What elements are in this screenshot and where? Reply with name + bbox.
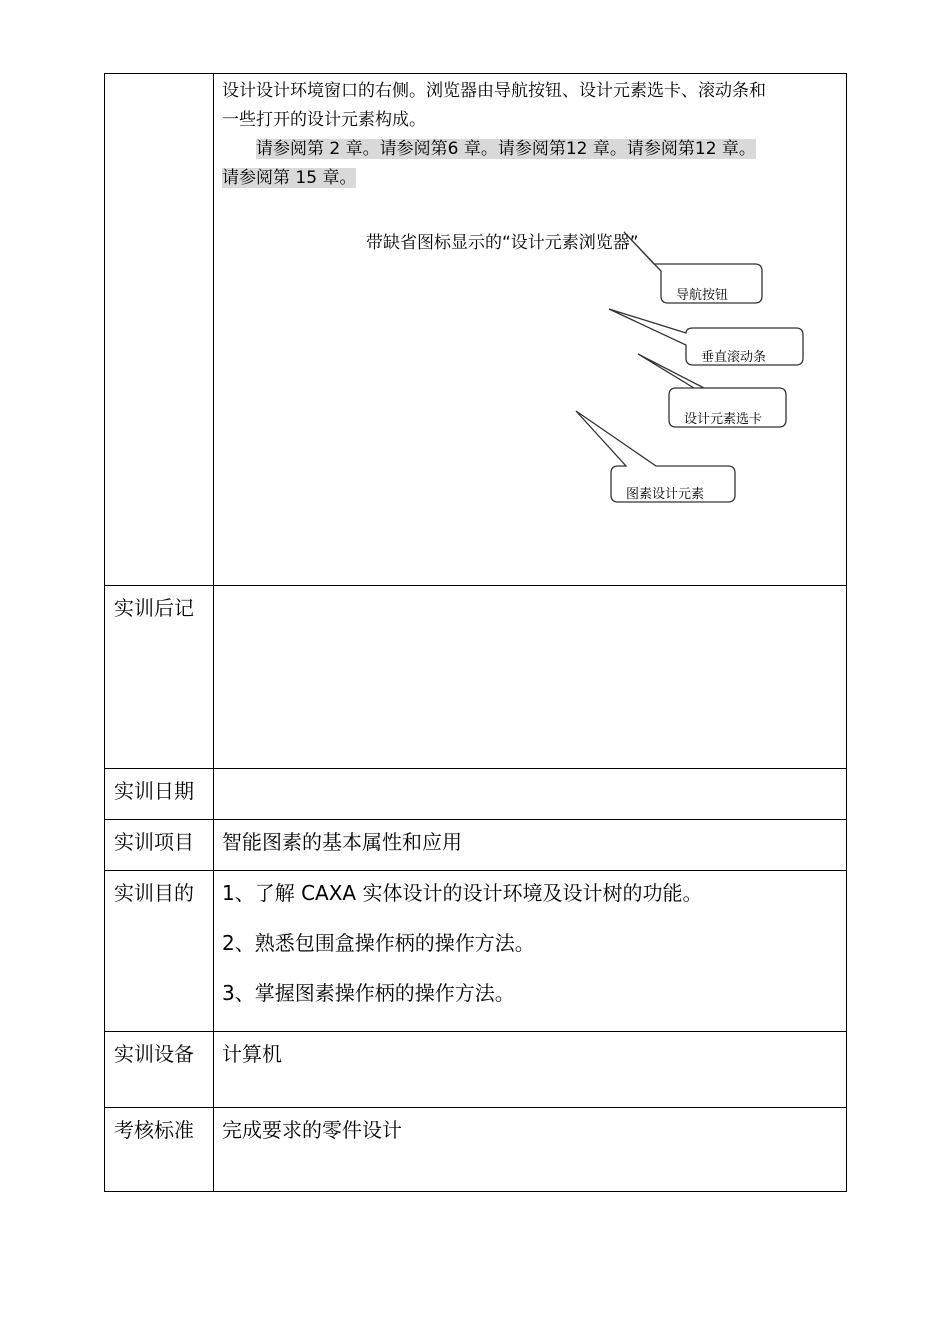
intro-line-2: 一些打开的设计元素构成。 xyxy=(222,110,426,130)
label-assessment: 考核标准 xyxy=(105,1108,214,1192)
table-row-project xyxy=(105,820,847,871)
callout-label-nav-buttons: 导航按钮 xyxy=(676,288,729,303)
chapter-reference-highlight-1: 请参阅第 2 章。请参阅第6 章。请参阅第12 章。请参阅第12 章。 xyxy=(256,139,756,159)
table-row-assessment xyxy=(105,1108,847,1192)
figure-caption: 带缺省图标显示的“设计元素浏览器” xyxy=(366,233,639,253)
label-cell-empty xyxy=(105,74,214,586)
value-equipment: 计算机 xyxy=(214,1032,847,1108)
value-project: 智能图素的基本属性和应用 xyxy=(214,820,847,871)
table-row-date xyxy=(105,769,847,820)
label-date: 实训日期 xyxy=(105,769,214,820)
table-row-purpose xyxy=(105,871,847,1032)
value-date xyxy=(214,769,847,820)
chapter-reference-highlight-2: 请参阅第 15 章。 xyxy=(222,168,357,188)
callout-label-primitive-element: 图素设计元素 xyxy=(626,487,705,502)
callout-diagram xyxy=(214,74,848,585)
label-purpose: 实训目的 xyxy=(105,871,214,1032)
table-row-postscript xyxy=(105,586,847,769)
table-row-intro xyxy=(105,74,847,586)
intro-line-1: 设计设计环境窗口的右侧。浏览器由导航按钮、设计元素选卡、滚动条和 xyxy=(222,81,766,101)
table-row-equipment xyxy=(105,1032,847,1108)
callout-label-vertical-scrollbar: 垂直滚动条 xyxy=(701,350,767,365)
label-project: 实训项目 xyxy=(105,820,214,871)
label-postscript: 实训后记 xyxy=(105,586,214,769)
training-record-table xyxy=(104,73,847,1192)
intro-cell xyxy=(214,74,847,586)
value-purpose xyxy=(214,871,847,1032)
purpose-item-3: 3、掌握图素操作柄的操作方法。 xyxy=(222,981,515,1005)
callout-label-design-tabs: 设计元素选卡 xyxy=(684,412,763,427)
purpose-item-1: 1、了解 CAXA 实体设计的设计环境及设计树的功能。 xyxy=(222,881,703,905)
value-postscript xyxy=(214,586,847,769)
purpose-item-2: 2、熟悉包围盒操作柄的操作方法。 xyxy=(222,931,535,955)
label-equipment: 实训设备 xyxy=(105,1032,214,1108)
value-assessment: 完成要求的零件设计 xyxy=(214,1108,847,1192)
